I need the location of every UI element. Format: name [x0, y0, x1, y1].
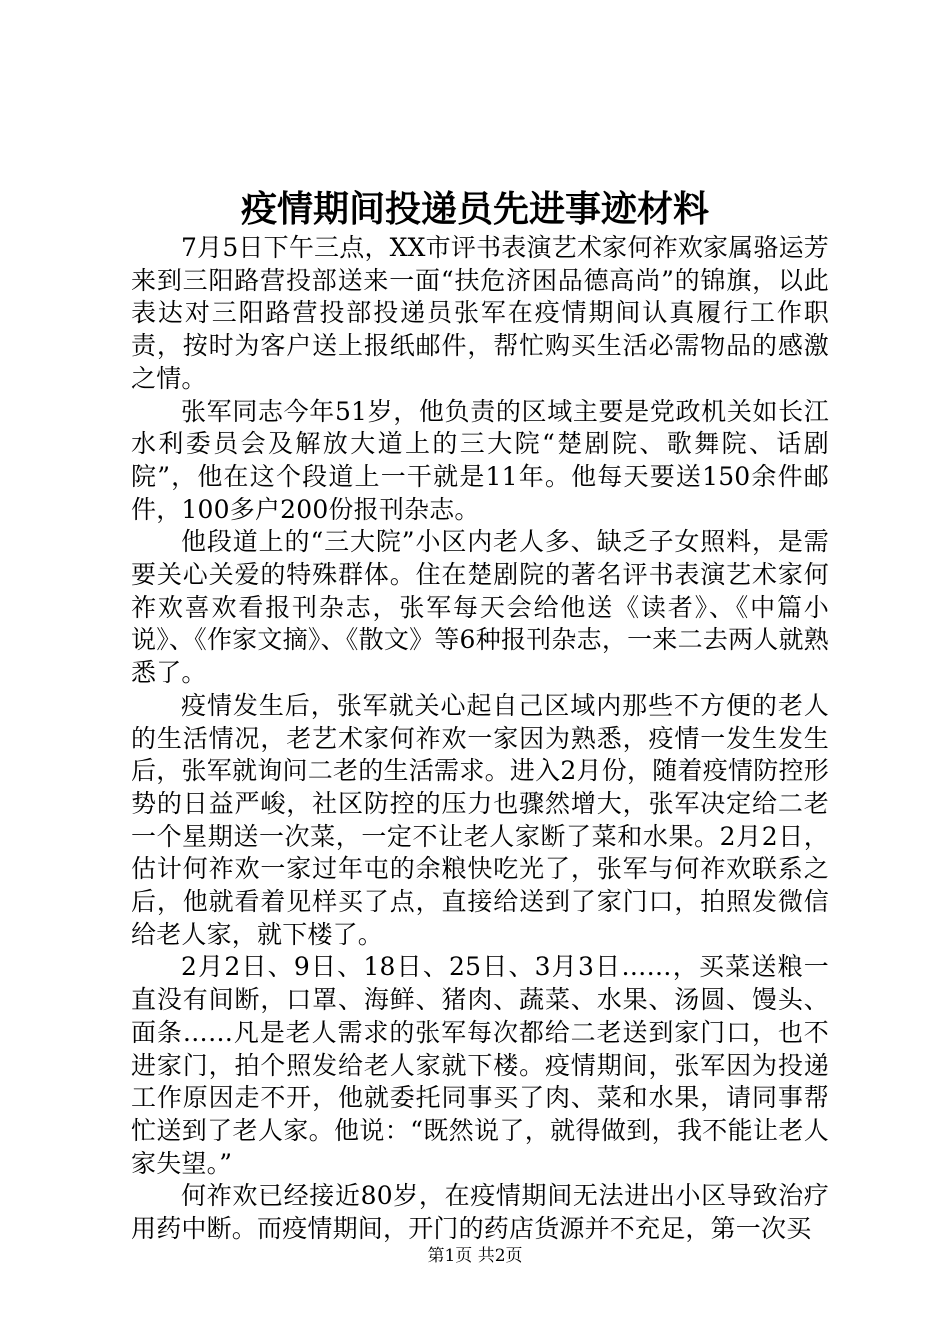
paragraph: 张军同志今年51岁，他负责的区域主要是党政机关如长江水利委员会及解放大道上的三大院“楚剧院、歌舞院、话剧院”，他在这个段道上一干就是11年。他每天要送150余件邮件，100多户200份报刊杂志。	[131, 396, 829, 524]
paragraph: 何祚欢已经接近80岁，在疫情期间无法进出小区导致治疗用药中断。而疫情期间，开门的药店货源并不充足，第一次买	[131, 1181, 829, 1244]
paragraph: 他段道上的“三大院”小区内老人多、缺乏子女照料，是需要关心关爱的特殊群体。住在楚剧院的著名评书表演艺术家何祚欢喜欢看报刊杂志，张军每天会给他送《读者》、《中篇小说》、《作家文摘》、《散文》等6种报刊杂志，一来二去两人就熟悉了。	[131, 527, 829, 688]
page-number-footer: 第1页 共2页	[427, 1246, 523, 1266]
document-title: 疫情期间投递员先进事迹材料	[240, 188, 709, 230]
paragraph: 2月2日、9日、18日、25日、3月3日……，买菜送粮一直没有间断，口罩、海鲜、猪肉、蔬菜、水果、汤圆、馒头、面条……凡是老人需求的张军每次都给二老送到家门口，也不进家门，拍个照发给老人家就下楼。疫情期间，张军因为投递工作原因走不开，他就委托同事买了肉、菜和水果，请同事帮忙送到了老人家。他说：“既然说了，就得做到，我不能让老人家失望。”	[131, 952, 829, 1178]
paragraph: 7月5日下午三点，XX市评书表演艺术家何祚欢家属骆运芳来到三阳路营投部送来一面“扶危济困品德高尚”的锦旗，以此表达对三阳路营投部投递员张军在疫情期间认真履行工作职责，按时为客户送上报纸邮件，帮忙购买生活必需物品的感激之情。	[131, 233, 829, 393]
paragraph: 疫情发生后，张军就关心起自己区域内那些不方便的老人的生活情况，老艺术家何祚欢一家因为熟悉，疫情一发生发生后，张军就询问二老的生活需求。进入2月份，随着疫情防控形势的日益严峻，社区防控的压力也骤然增大，张军决定给二老一个星期送一次菜，一定不让老人家断了菜和水果。2月2日，估计何祚欢一家过年屯的余粮快吃光了，张军与何祚欢联系之后，他就看着见样买了点，直接给送到了家门口，拍照发微信给老人家，就下楼了。	[131, 690, 829, 949]
document-body	[131, 232, 829, 1246]
